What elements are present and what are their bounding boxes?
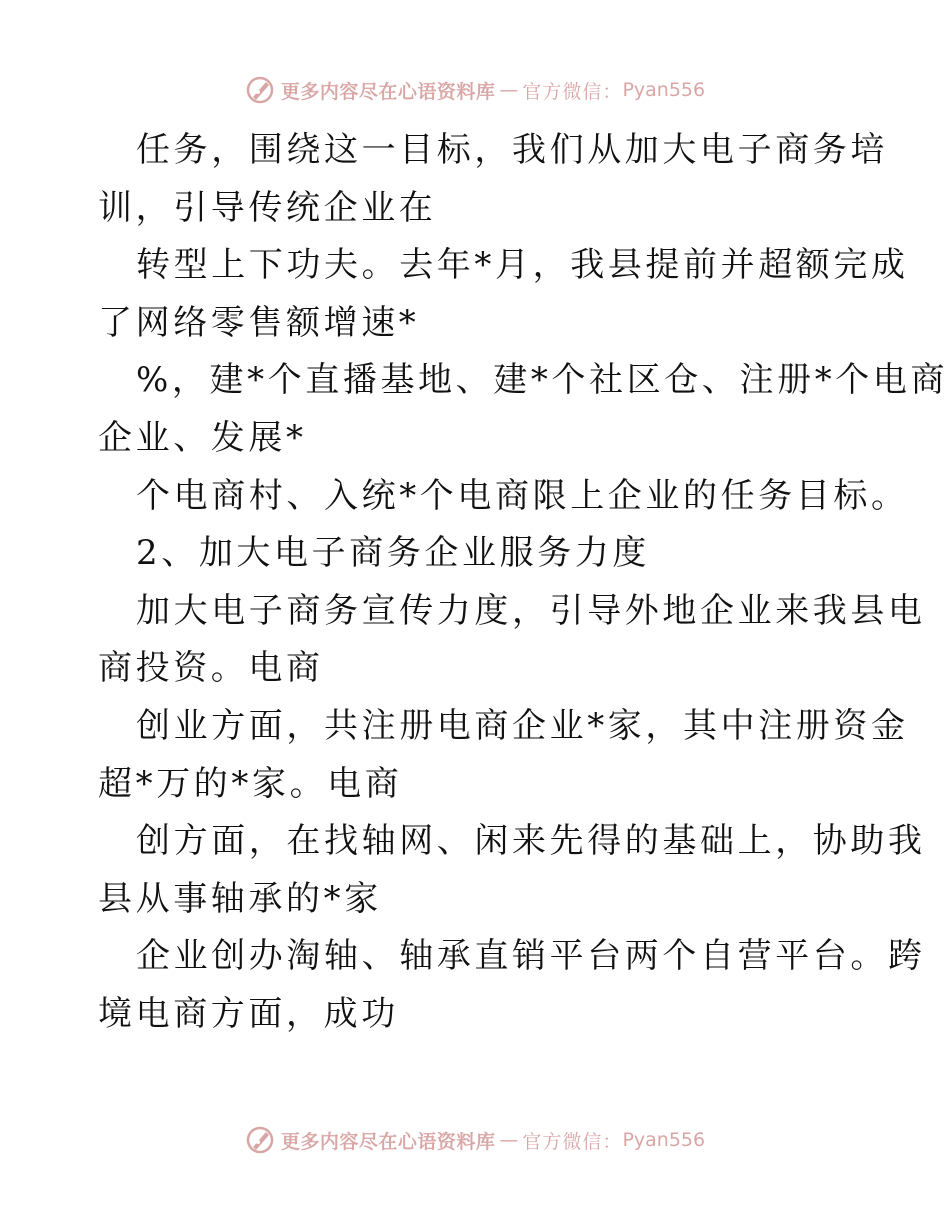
text-line: 超*万的*家。电商 bbox=[98, 763, 403, 804]
section-heading: 2、加大电子商务企业服务力度 bbox=[136, 533, 651, 574]
text-line: 创方面，在找轴网、闲来先得的基础上，协助我 bbox=[136, 821, 926, 862]
text-line: 了网络零售额增速* bbox=[98, 302, 420, 343]
pen-logo-icon bbox=[245, 75, 275, 105]
header-watermark bbox=[0, 70, 950, 110]
pen-logo-icon bbox=[245, 1125, 275, 1155]
watermark-main-text: 更多内容尽在心语资料库 bbox=[280, 1130, 496, 1153]
watermark-wechat-label: 官方微信： bbox=[522, 80, 623, 103]
text-line: 商投资。电商 bbox=[98, 648, 324, 689]
text-line: 个电商村、入统*个电商限上企业的任务目标。 bbox=[136, 475, 909, 516]
text-line: 加大电子商务宣传力度，引导外地企业来我县电 bbox=[136, 590, 926, 631]
watermark-separator: — bbox=[499, 1129, 519, 1151]
document-body bbox=[98, 122, 949, 1044]
text-line: 企业创办淘轴、轴承直销平台两个自营平台。跨 bbox=[136, 936, 926, 977]
footer-watermark bbox=[0, 1120, 950, 1160]
watermark-wechat-label: 官方微信： bbox=[522, 1130, 623, 1153]
watermark-main-text: 更多内容尽在心语资料库 bbox=[280, 80, 496, 103]
text-line: 任务，围绕这一目标，我们从加大电子商务培 bbox=[136, 130, 888, 170]
watermark-wechat-id: Pyan556 bbox=[622, 79, 706, 101]
text-line: %，建*个直播基地、建*个社区仓、注册*个电商 bbox=[136, 360, 949, 401]
text-line: 训，引导传统企业在 bbox=[98, 187, 437, 228]
text-line: 创业方面，共注册电商企业*家，其中注册资金 bbox=[136, 705, 909, 746]
text-line: 企业、发展* bbox=[98, 417, 307, 458]
watermark-separator: — bbox=[499, 79, 519, 101]
text-line: 县从事轴承的*家 bbox=[98, 878, 382, 919]
watermark-wechat-id: Pyan556 bbox=[622, 1129, 706, 1151]
text-line: 境电商方面，成功 bbox=[98, 993, 399, 1034]
text-line: 转型上下功夫。去年*月，我县提前并超额完成 bbox=[136, 245, 909, 286]
